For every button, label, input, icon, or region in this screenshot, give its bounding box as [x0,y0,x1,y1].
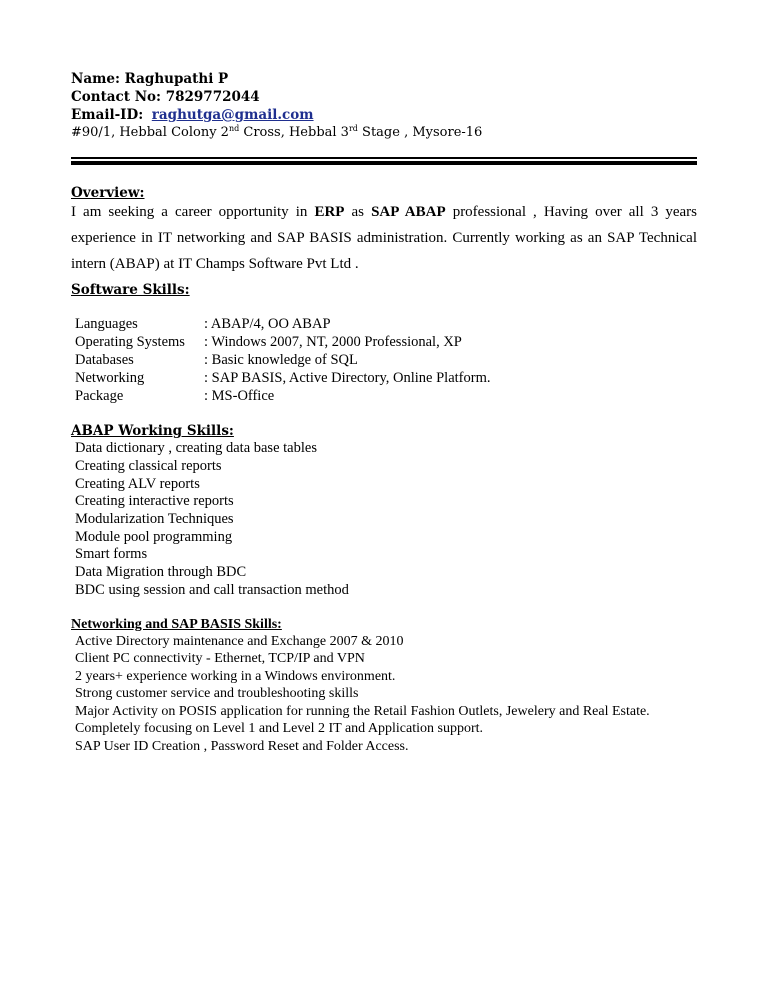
address-part: #90/1, Hebbal Colony 2 [71,125,229,140]
abap-skill-item: Creating ALV reports [75,476,200,492]
overview-span: I am seeking a career opportunity in [71,204,315,220]
software-skills-heading: Software Skills: [71,282,190,298]
skill-value: : Windows 2007, NT, 2000 Professional, XP [204,334,462,350]
abap-skill-item: BDC using session and call transaction method [75,582,349,598]
abap-skills-heading: ABAP Working Skills: [71,423,234,439]
address-part: Cross, Hebbal 3 [239,125,349,140]
overview-span: professional , Having over all 3 years experience in IT networking and SAP BASIS administration. Currently working as an SAP Technical intern (ABAP) at IT Champs Software Pvt Ltd . [71,204,698,272]
networking-skill-item: SAP User ID Creation , Password Reset and Folder Access. [75,739,409,754]
divider-thin [71,157,697,159]
contact-address [71,125,482,140]
divider-thick [71,161,697,165]
skill-key: Databases [75,352,134,368]
skill-value: : SAP BASIS, Active Directory, Online Platform. [204,370,491,386]
skill-key: Operating Systems [75,334,185,350]
skill-key: Languages [75,316,138,332]
networking-skill-item: Major Activity on POSIS application for running the Retail Fashion Outlets, Jewelery and Real Estate. [75,704,650,719]
overview-heading: Overview: [71,185,145,201]
overview-keyword: ERP [314,204,345,220]
abap-skill-item: Smart forms [75,546,148,562]
abap-skill-item: Data dictionary , creating data base tables [75,440,317,456]
abap-skill-item: Data Migration through BDC [75,564,247,580]
skill-key: Package [75,388,124,404]
overview-text [71,199,697,277]
email-link[interactable]: raghutga@gmail.com [151,107,314,123]
abap-skill-item: Module pool programming [75,529,233,545]
abap-skill-item: Modularization Techniques [75,511,234,527]
skill-value: : MS-Office [204,388,275,404]
contact-name: Name: Raghupathi P [71,71,229,87]
contact-email-line [71,107,314,123]
skill-key: Networking [75,370,145,386]
skill-value: : ABAP/4, OO ABAP [204,316,331,332]
networking-skill-item: Strong customer service and troubleshooting skills [75,686,359,701]
abap-skill-item: Creating classical reports [75,458,222,474]
networking-skill-item: Completely focusing on Level 1 and Level 2 IT and Application support. [75,721,483,736]
networking-skill-item: 2 years+ experience working in a Windows environment. [75,669,396,684]
networking-skills-heading: Networking and SAP BASIS Skills: [71,617,282,632]
networking-skill-item: Client PC connectivity - Ethernet, TCP/IP and VPN [75,651,365,666]
contact-phone: Contact No: 7829772044 [71,89,260,105]
address-sup: nd [228,124,240,133]
networking-skill-item: Active Directory maintenance and Exchange 2007 & 2010 [75,634,404,649]
abap-skill-item: Creating interactive reports [75,493,234,509]
address-sup: rd [348,124,358,133]
skill-value: : Basic knowledge of SQL [204,352,358,368]
overview-span: as [344,204,372,220]
overview-keyword: SAP ABAP [371,204,446,220]
address-part: Stage , Mysore-16 [357,125,483,140]
email-label: Email-ID: [71,107,144,123]
